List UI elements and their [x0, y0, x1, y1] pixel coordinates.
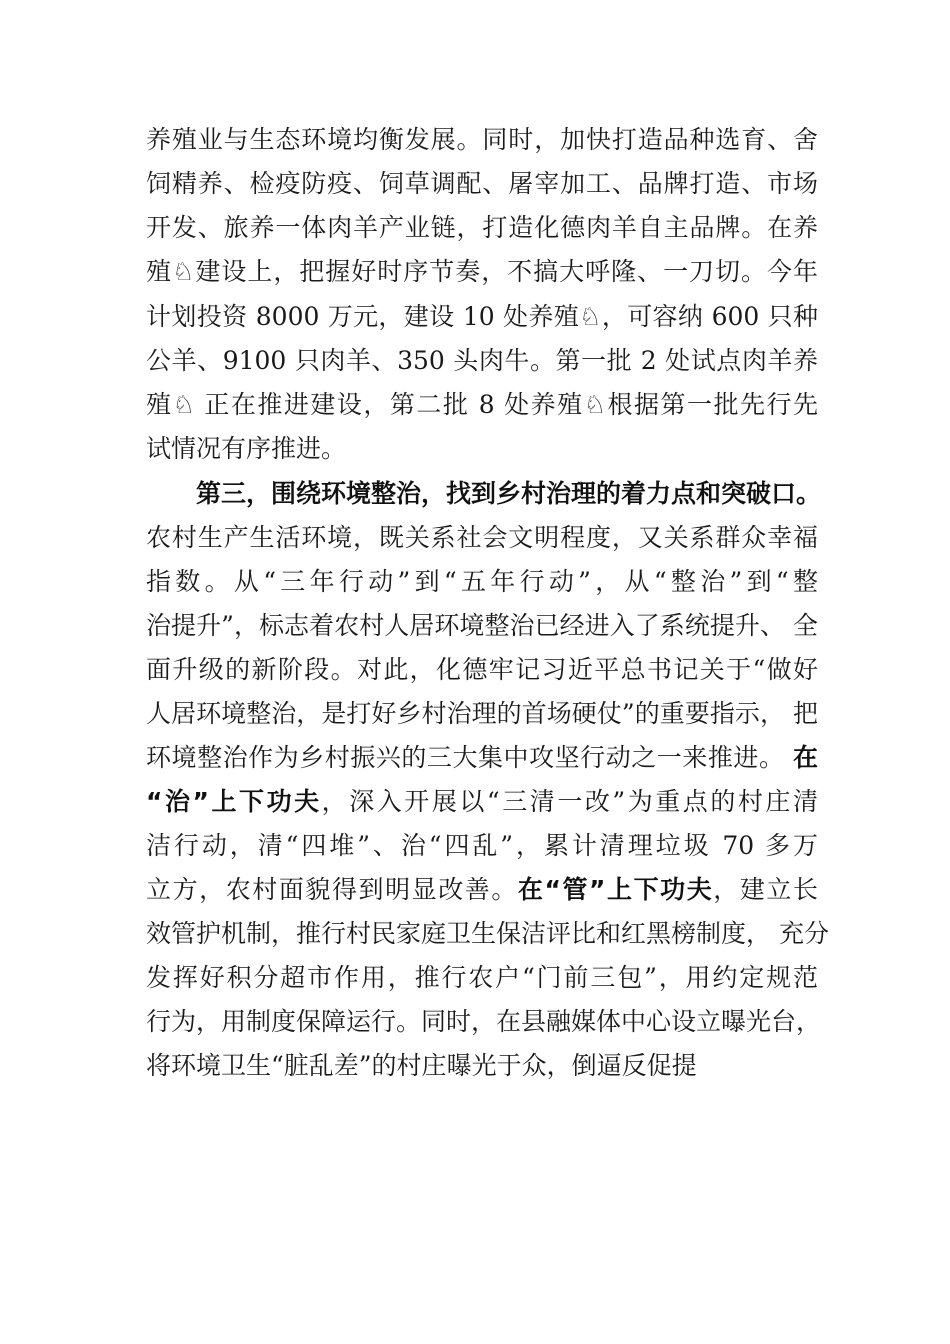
- text-line-16-bold: “治”上下功夫: [146, 787, 322, 816]
- text-line-18: [146, 868, 818, 912]
- text-line-18-bold: 在“管”上下功夫: [517, 875, 714, 904]
- text-line-14: 人居环境整治，是打好乡村治理的首场硬仗”的重要指示， 把: [146, 699, 818, 728]
- text-line-17: 洁行动，清“四堆”、治“四乱”，累计清理垃圾 70 多万: [146, 831, 818, 860]
- text-line-21: 行为，用制度保障运行。同时，在县融媒体中心设立曝光台，: [146, 1007, 822, 1036]
- text-line-15-bold: 在: [792, 743, 818, 772]
- text-line-4: 殖♘建设上，把握好时序节奏，不搞大呼隆、一刀切。今年: [146, 257, 818, 286]
- text-line-3: 开发、旅养一体肉羊产业链，打造化德肉羊自主品牌。在养: [146, 213, 818, 242]
- text-line-7: 殖♘ 正在推进建设，第二批 8 处养殖♘根据第一批先行先: [146, 390, 818, 419]
- text-line-5: 计划投资 8000 万元，建设 10 处养殖♘，可容纳 600 只种: [146, 302, 818, 331]
- text-line-22: 将环境卫生“脏乱差”的村庄曝光于众，倒逼反促提: [146, 1051, 697, 1080]
- text-line-18-plain: 立方，农村面貌得到明显改善。: [146, 875, 518, 904]
- text-line-15-plain: 环境整治作为乡村振兴的三大集中攻坚行动之一来推进。: [146, 743, 785, 772]
- text-line-10: 农村生产生活环境，既关系社会文明程度，又关系群众幸福: [146, 523, 818, 552]
- text-line-11: 指数。从“三年行动”到“五年行动”，从“整治”到“整: [146, 567, 818, 596]
- text-line-18-tail: ，建立长: [713, 875, 818, 904]
- text-line-1: 养殖业与生态环境均衡发展。同时，加快打造品种选育、舍: [146, 125, 818, 154]
- section-heading: 第三，围绕环境整治，找到乡村治理的着力点和突破口。: [196, 479, 822, 508]
- text-line-8: 试情况有序推进。: [146, 434, 347, 463]
- text-line-16-plain: ，深入开展以“三清一改”为重点的村庄清: [321, 787, 818, 816]
- text-line-13: 面升级的新阶段。对此，化德牢记习近平总书记关于“做好: [146, 655, 818, 684]
- text-line-12: 治提升”，标志着农村人居环境整治已经进入了系统提升、 全: [146, 611, 818, 640]
- text-line-16: [146, 780, 818, 824]
- text-line-6: 公羊、9100 只肉羊、350 头肉牛。第一批 2 处试点肉羊养: [146, 346, 818, 375]
- text-line-2: 饲精养、检疫防疫、饲草调配、屠宰加工、品牌打造、市场: [146, 169, 818, 198]
- text-line-20: 发挥好积分超市作用，推行农户“门前三包”，用约定规范: [146, 963, 818, 992]
- text-line-15: [146, 736, 818, 780]
- text-line-19: 效管护机制，推行村民家庭卫生保洁评比和红黑榜制度， 充分: [146, 919, 829, 948]
